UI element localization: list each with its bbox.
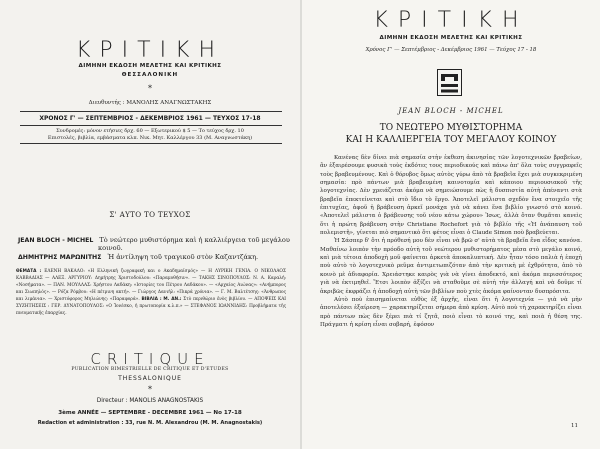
divider: [20, 143, 282, 144]
page-number: 11: [571, 423, 578, 429]
journal-subtitle: ΔΙΜΗΝΗ ΕΚΔΟΣΗ ΜΕΛΕΤΗΣ ΚΑΙ ΚΡΙΤΙΚΗΣ: [379, 35, 523, 41]
critique-subtitle: PUBLICATION BIMESTRIELLE DE CRITIQUE ET D'ETUDES: [71, 367, 229, 372]
critique-city: THESSALONIQUE: [118, 375, 182, 382]
journal-subtitle: ΔΙΜΗΝΗ ΕΚΔΟΣΗ ΜΕΛΕΤΗΣ ΚΑΙ ΚΡΙΤΙΚΗΣ: [78, 63, 222, 69]
critique-title: CRITIQUE: [90, 350, 210, 368]
article-body: [320, 154, 582, 329]
divider: [20, 125, 282, 126]
article-paragraph: Κανένας δὲν δίνει πιὰ σημασία στὴν ἐκθεση ἀκινησίας τῶν λογοτεχνικῶν βραβείων, ἂν ἐξαιρέσουμε φυσικὰ τοὺς ἐκδότες τους περιοδικούς καὶ πάνω ἀπ' ὅλα τοὺς συγγραφεῖς τοὺς βραβευμένους. Καὶ ὁ θόρυβος ὅμως αὐτὸς γύρω ἀπὸ τὰ βραβεῖα ἔχει μιὰ συγκεκριμένη σημασία: πρὸ πάντων μιὰ βραβευμένη καινοτομία καὶ κάποιου περιουσιακοῦ τῆς λογοτεχνίας. Δὲν χρειάζεται ἀκόμα νὰ σημειώσουμε πὼς ἡ δυσπιστία αὐτὴ ἀπέναντι στὰ βραβεῖα ἐπεκτείνεται καὶ στὸ ἴδιο τὸ ἔργο. Ἀποτελεῖ μάλιστα σχεδὸν ἔνα στοιχεῖο τῆς ἐπιτυχίας, ἀφοῦ ἡ βράβευση ἀρκεῖ μονάχα γιὰ νὰ κάνει ἕνα βιβλίο γνωστό στὸ κοινό. «Ἀποτελεῖ μάλιστα ὁ βράβευσης τοῦ νέου κάτω χώρου» Ἰσως, ἀλλὰ ὅταν θυμᾶται κανεὶς ὅτι ἡ πρώτη βράβευση στὴν Christiane Rochefort γιὰ τὸ βιβλίο τῆς «Ἡ ἀνάπαυση τοῦ πολεμιστῆ», γίνεται πιὸ σημαντικὸ ὅτι φέτος εἶναι ὁ Claude Simon ποὺ βραβεύεται.: [320, 155, 582, 237]
journal-title: ΚΡΙΤΙΚΗ: [75, 38, 225, 63]
star-ornament: *: [148, 84, 152, 93]
issue-line: Χρόνος Γ' — Σεπτέμβριος - Δεκέμβριος 1961 — Τεύχος 17 - 18: [365, 47, 537, 53]
books-label: ΒΙΒΛΙΑ :: [141, 297, 162, 303]
logo-icon: [437, 69, 462, 96]
article-title-line-2: ΚΑΙ Η ΚΑΛΛΙΕΡΓΕΙΑ ΤΟΥ ΜΕΓΑΛΟΥ ΚΟΙΝΟΥ: [345, 135, 557, 145]
toc-title: Τὸ νεώτερο μυθιστόρημα καὶ ἡ καλλιέργεια τοῦ μεγάλου: [99, 236, 290, 244]
article-title-line-1: ΤΟ ΝΕΩΤΕΡΟ ΜΥΘΙΣΤΟΡΗΜΑ: [379, 123, 523, 133]
article-author: JEAN BLOCH - MICHEL: [398, 107, 504, 115]
right-page: [302, 0, 600, 449]
divider: [20, 111, 282, 112]
toc-author: JEAN BLOCH - MICHEL: [18, 237, 94, 244]
journal-city: ΘΕΣΣΑΛΟΝΙΚΗ: [121, 72, 179, 78]
critique-address: Redaction et administration : 33, rue N. M. Alexandrou (M. M. Anagnostakis): [37, 420, 263, 426]
article-paragraph: Ἡ Σάσπερ δ' ὅτι ἡ πρόθεσή μου δὲν εἶναι νὰ βρῶ σ' αὐτὰ τὰ βραβεῖα ἕνα εἶδος κανόνα. Μαθαίνω λοιπὸν τὴν πρόοδο αὐτὴ τοῦ νεώτερου μυθιστορήματος μέσα στὸ μεγάλο κοινό, καὶ μιὰ τέτοια ἀποδοχὴ μοῦ φαίνεται ἀρκετὰ ἀποκαλυπτική. Δὲν ἦταν τόσο παλιὰ ἡ ἐποχὴ ποὺ αὐτὸ τὸ λογοτεχνικὸ ρεῦμα ἀντιμετωπιζόταν ἀπὸ τὴν κριτικὴ μὲ ἐχθρότητα, ἀπὸ τὸ κοινὸ μὲ ἀδιαφορία. Χρειάστηκε καιρὸς γιὰ νὰ γίνει ἀποδεκτό, καὶ ἀκόμα περισσότερος γιὰ νὰ ἐκτιμηθεῖ. Ἔτσι λοιπὸν ἀξίζει νὰ σταθοῦμε σὲ αὐτὴ τὴν ἀλλαγή καὶ νὰ δοῦμε τί ἀκριβῶς ἐκφράζει ἡ ἀποδοχὴ αὐτὴ τῶν βιβλίων ποὺ χτὲς ἀκόμα φαίνονταν δυσπρόσιτα.: [320, 238, 582, 295]
themes-label: ΘΕΜΑΤΑ :: [16, 269, 42, 274]
toc-title: Ἡ ἀντίληψη τοῦ τραγικοῦ στὸν Καζαντζάκη.: [107, 253, 259, 261]
toc-title-cont: κοινοῦ.: [98, 244, 123, 252]
contents-themes: [16, 268, 286, 317]
toc-heading: Σ' ΑΥΤΟ ΤΟ ΤΕΥΧΟΣ: [109, 210, 191, 219]
critique-director: Directeur : MANOLIS ANAGNOSTAKIS: [96, 398, 204, 404]
toc-entry: [18, 253, 284, 261]
toc-entry: [18, 236, 290, 244]
subscription-line: Συνδρομές: μόνον ετήσιες δρχ. 60 — Εξωτερικού $ 5 — Το τεύχος δρχ. 10: [56, 128, 244, 134]
themes-text: ΕΛΕΝΗ ΒΑΚΑΛΟ: «Η Ελληνική ζωγραφική και ο Ακαδημαϊσμός» — Η ΛΥΡΙΚΗ ΓΕΝΙΑ. Ο ΝΙΚΟΛΑΟΣ ΚΑΒΒΑΔΙΑΣ — ΑΛΕΞ. ΑΡΓΥΡΙΟΥ: Δημήτρης Χριστοδούλου: «Παραμυθήσιν». — ΤΑΚΗΣ ΣΙΝΟΠΟΥΛΟΣ: Ν. Α. Καραλή: «Νοσήματα». — ΠΑΝ. ΜΟΥΛΛΑΣ: Χρήστου Λαδάκη: «Ιστορίες του Πέτρου Λαδάκου». — «Αρχαίος Αιώνας»: «Ανήμπορος και Σιωπηλός». — Ρόζα Ρόμβου: «Η πέτρινη ακτή». — Γιώργος Δανιήλ: «Πικρά χρόνια». — Γ. Μ. Βαλτέτσης: «Άνθρωπος και λιμάνια». — Χριστόφορος Μηλιώνης: «Παραφορά».: [16, 269, 286, 303]
star-ornament: *: [148, 385, 152, 394]
article-paragraph: Αὐτὸ ποὺ ἐπισημαίνεται εὐθὺς ἐξ ἀρχῆς, εἶναι ὅτι ἡ λογοτεχνία — γιὰ νὰ μὴν ἀποτελέσει ἐξαίρεση — χαρακτηρίζεται σήμερα ἀπὸ κρίση. Αὐτὸ ποὺ τὴ χαρακτηρίζει εἶναι πρὸ πάντων πὼς δὲν ξέρει πιὰ τί ζητᾶ, ποιὸ εἶναι τὸ κοινό της, καὶ ποιὰ ἡ θέση της. Πράγματι ἡ κρίση εἶναι σοβαρή, ἐφόσον: [320, 296, 582, 328]
director-line: Διευθυντής : ΜΑΝΟΛΗΣ ΑΝΑΓΝΩΣΤΑΚΗΣ: [88, 100, 212, 106]
toc-author: ΔΗΜΗΤΡΗΣ ΜΑΡΩΝΙΤΗΣ: [18, 254, 102, 261]
issue-line: ΧΡΟΝΟΣ Γ' — ΣΕΠΤΕΜΒΡΙΟΣ - ΔΕΚΕΜΒΡΙΟΣ 1961 — ΤΕΥΧΟΣ 17-18: [39, 115, 261, 122]
notes-label: Μ. ΑΝ.:: [163, 297, 182, 303]
address-line: Επιστολές, βιβλία, εμβάσματα κλπ. Νικ. Μητ. Καλλέργου 33 (Μ. Αναγνωστάκη): [47, 135, 253, 141]
journal-title: ΚΡΙΤΙΚΗ: [373, 8, 529, 33]
notes-text: Στὸ περιθώριο ἑνὸς βιβλίου. — ΑΠΟΨΕΙΣ ΚΑΙ ΣΥΖΗΤΗΣΕΙΣ : ΓΕΡ. ΔΥΝΑΤΟΠΟΥΛΟΣ: «Ο Ἰονέσκο, ἡ πρωτοπορία κ.λ.π.» — ΣΤΕΦΑΝΟΣ ΙΩΑΝΝΙΔΗΣ: Προβλήματα τῆς πνευματικῆς ἐπαρχίας.: [16, 297, 286, 317]
critique-issue: 3ème ANNÉE — SEPTEMBRE - DECEMBRE 1961 — No 17-18: [58, 410, 242, 416]
